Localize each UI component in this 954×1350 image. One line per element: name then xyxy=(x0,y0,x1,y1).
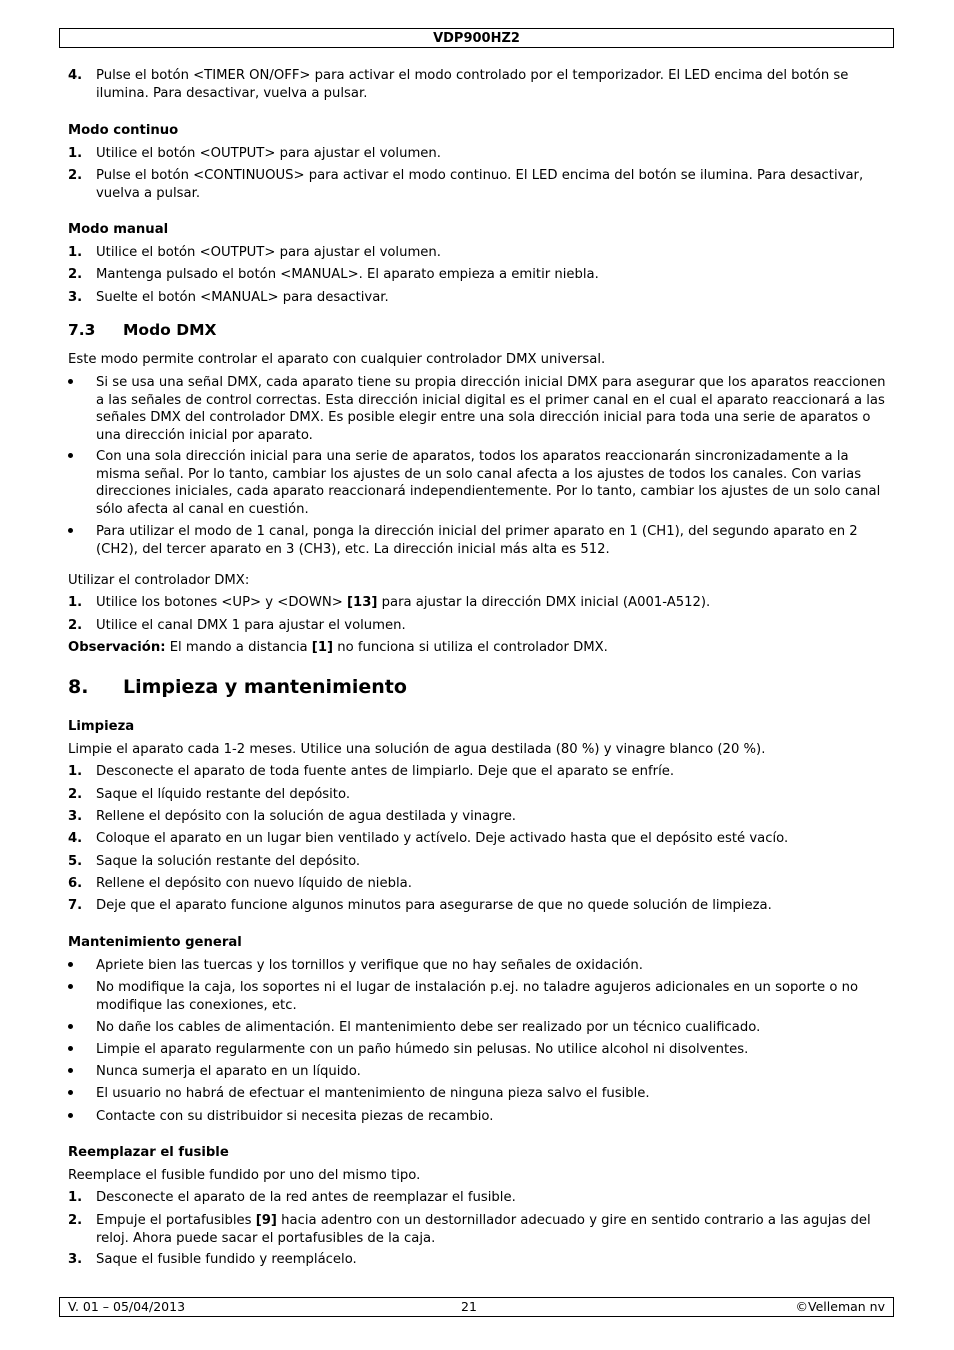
bullet-icon xyxy=(68,1113,73,1118)
chapter-heading xyxy=(68,676,886,698)
page-header xyxy=(59,28,894,48)
version-date: V. 01 – 05/04/2013 xyxy=(68,1299,186,1314)
fuse-heading: Reemplazar el fusible xyxy=(68,1145,229,1160)
continuous-mode-heading: Modo continuo xyxy=(68,123,179,138)
section-title: Modo DMX xyxy=(123,321,217,339)
manual-mode-heading: Modo manual xyxy=(68,222,169,237)
page-footer xyxy=(59,1297,894,1317)
cleaning-heading: Limpieza xyxy=(68,719,135,734)
copyright: ©Velleman nv xyxy=(795,1299,885,1314)
bullet-icon xyxy=(68,962,73,967)
dmx-controller-label: Utilizar el controlador DMX: xyxy=(68,573,250,588)
bullet-icon xyxy=(68,379,73,384)
bullet-icon xyxy=(68,984,73,989)
page-number: 21 xyxy=(461,1299,477,1314)
dmx-note: Observación: El mando a distancia [1] no funciona si utiliza el controlador DMX. xyxy=(68,640,608,655)
bullet-icon xyxy=(68,1090,73,1095)
bullet-icon xyxy=(68,453,73,458)
bullet-icon xyxy=(68,1046,73,1051)
chapter-number: 8. xyxy=(68,676,89,698)
bullet-icon xyxy=(68,528,73,533)
cleaning-intro: Limpie el aparato cada 1-2 meses. Utilice una solución de agua destilada (80 %) y vinagre blanco (20 %). xyxy=(68,742,766,757)
bullet-icon xyxy=(68,1024,73,1029)
step-text: Pulse el botón <TIMER ON/OFF> para activar el modo controlado por el temporizador. El LED encima del botón se ilumina. Para desactivar, vuelva a pulsar. xyxy=(96,68,849,101)
document-title: VDP900HZ2 xyxy=(433,31,520,46)
step-number: 4. xyxy=(68,68,83,83)
chapter-title: Limpieza y mantenimiento xyxy=(123,676,407,698)
dmx-intro: Este modo permite controlar el aparato con cualquier controlador DMX universal. xyxy=(68,352,606,367)
maintenance-heading: Mantenimiento general xyxy=(68,935,242,950)
fuse-intro: Reemplace el fusible fundido por uno del mismo tipo. xyxy=(68,1168,421,1183)
dmx-section-heading xyxy=(68,322,886,340)
section-number: 7.3 xyxy=(68,321,96,339)
bullet-icon xyxy=(68,1068,73,1073)
